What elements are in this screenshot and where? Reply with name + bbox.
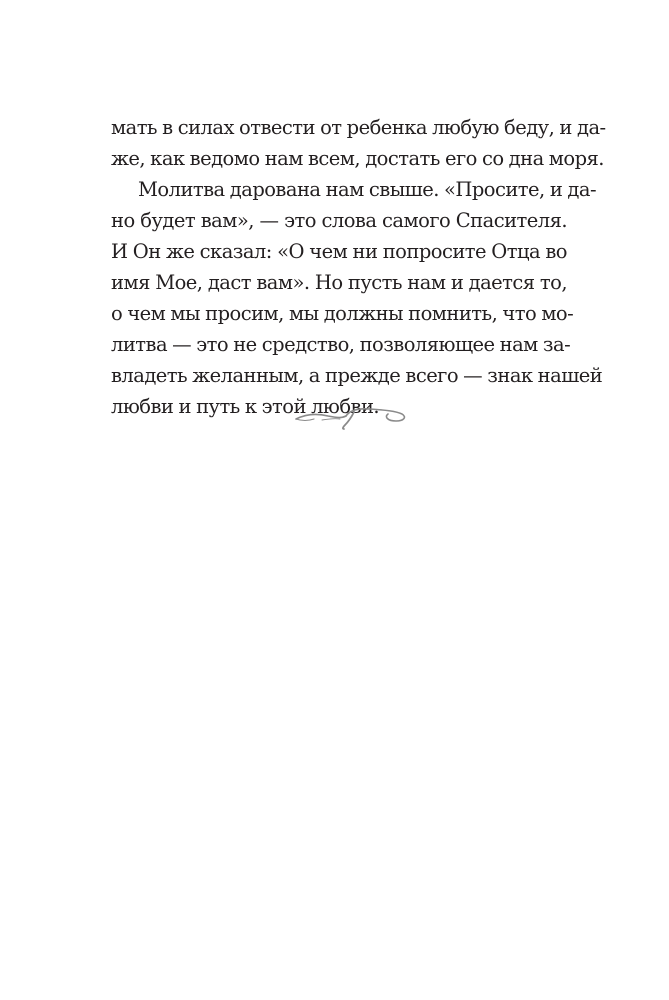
text-line: любви и путь к этой любви. [111, 395, 380, 418]
text-line: И Он же сказал: «О чем ни попросите Отца во [111, 240, 567, 263]
text-line: же, как ведомо нам всем, достать его со дна моря. [111, 147, 604, 170]
text-line: имя Мое, даст вам». Но пусть нам и дается то, [111, 271, 567, 294]
paragraph-2 [111, 174, 603, 422]
flourish-ornament-icon [292, 402, 412, 432]
text-line: о чем мы просим, мы должны помнить, что мо- [111, 302, 574, 325]
text-line: литва — это не средство, позволяющее нам за- [111, 333, 571, 356]
text-line: но будет вам», — это слова самого Спасителя. [111, 209, 567, 232]
text-line: Молитва дарована нам свыше. «Просите, и да- [138, 178, 597, 201]
body-text [111, 112, 606, 422]
text-line: мать в силах отвести от ребенка любую беду, и да- [111, 116, 606, 139]
paragraph-1 [111, 112, 606, 174]
text-line: владеть желанным, а прежде всего — знак нашей [111, 364, 603, 387]
